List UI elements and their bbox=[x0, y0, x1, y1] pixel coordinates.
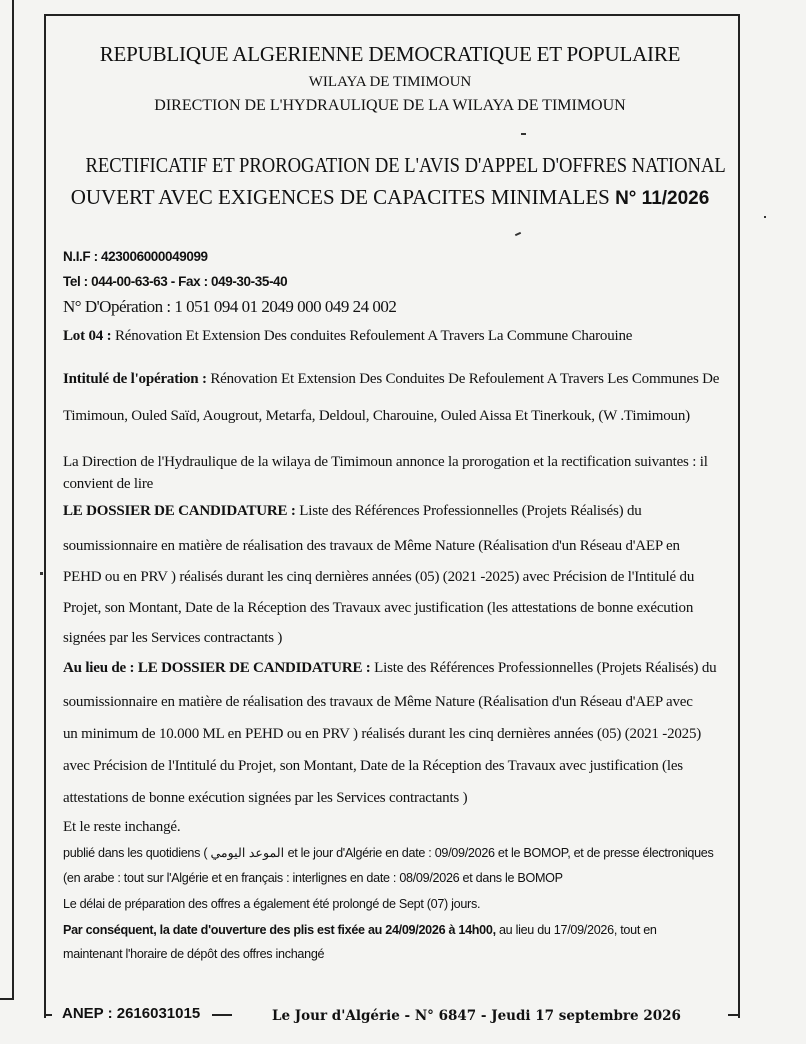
anep-reference: ANEP : 2616031015 bbox=[58, 1005, 204, 1022]
announce-line2: convient de lire bbox=[63, 476, 154, 492]
tel-fax-line: Tel : 044-00-63-63 - Fax : 049-30-35-40 bbox=[63, 274, 288, 289]
instead-line4: avec Précision de l'Intitulé du Projet, son Montant, Date de la Réception des Travaux avec justification (les bbox=[63, 758, 683, 774]
consequence-line1 bbox=[63, 921, 657, 939]
header-wilaya: WILAYA DE TIMIMOUN bbox=[308, 74, 472, 90]
instead-label: Au lieu de : LE DOSSIER DE CANDIDATURE : bbox=[63, 660, 371, 676]
journal-reference: Le Jour d'Algérie - N° 6847 - Jeudi 17 septembre 2026 bbox=[268, 1008, 685, 1024]
publication-line2: (en arabe : tout sur l'Algérie et en français : interlignes en date : 08/09/2026 et dans le BOMOP bbox=[63, 871, 563, 885]
operation-number: N° D'Opération : 1 051 094 01 2049 000 049 24 002 bbox=[63, 297, 397, 316]
header-direction: DIRECTION DE L'HYDRAULIQUE DE LA WILAYA DE TIMIMOUN bbox=[154, 97, 626, 114]
opening-date: Par conséquent, la date d'ouverture des plis est fixée au 24/09/2026 à 14h00, bbox=[63, 923, 496, 937]
read-line5: signées par les Services contractants ) bbox=[63, 630, 283, 646]
notice-title-line1: RECTIFICATIF ET PROROGATION DE L'AVIS D'APPEL D'OFFRES NATIONAL bbox=[85, 153, 726, 177]
read-line3: PEHD ou en PRV ) réalisés durant les cinq dernières années (05) (2021 -2025) avec Précision de l'Intitulé du bbox=[63, 569, 695, 585]
notice-title-line2 bbox=[44, 185, 736, 210]
intitule-label: Intitulé de l'opération : bbox=[63, 371, 207, 387]
instead-line3: un minimum de 10.000 ML en PEHD ou en PRV ) réalisés durant les cinq dernières années (05) (2021 -2025) bbox=[63, 726, 702, 742]
publication-line1: publié dans les quotidiens ( الموعد اليومي et le jour d'Algérie en date : 09/09/2026 et le BOMOP, et de presse électroniques bbox=[63, 846, 714, 860]
notice-title-text: OUVERT AVEC EXIGENCES DE CAPACITES MINIMALES bbox=[70, 185, 610, 209]
page-edge-tick bbox=[0, 998, 14, 1000]
instead-text1: Liste des Références Professionnelles (Projets Réalisés) du bbox=[374, 660, 717, 676]
scan-speck bbox=[521, 133, 526, 135]
announce-line1: La Direction de l'Hydraulique de la wilaya de Timimoun annonce la prorogation et la rectification suivantes : il bbox=[63, 454, 708, 470]
header-republic: REPUBLIQUE ALGERIENNE DEMOCRATIQUE ET POPULAIRE bbox=[99, 42, 681, 66]
frame-corner-right bbox=[728, 1014, 738, 1016]
intitule-line bbox=[63, 370, 719, 389]
lot-label: Lot 04 : bbox=[63, 328, 112, 344]
frame-corner-left bbox=[44, 1014, 52, 1016]
read-line1 bbox=[63, 502, 642, 521]
scan-speck bbox=[40, 572, 43, 575]
delay-line: Le délai de préparation des offres a également été prolongé de Sept (07) jours. bbox=[63, 897, 481, 911]
instead-line5: attestations de bonne exécution signées par les Services contractants ) bbox=[63, 790, 468, 806]
page-edge-line bbox=[12, 0, 14, 1000]
notice-number: N° 11/2026 bbox=[615, 188, 710, 209]
read-label: LE DOSSIER DE CANDIDATURE : bbox=[63, 503, 296, 519]
nif-line: N.I.F : 423006000049099 bbox=[63, 249, 208, 264]
instead-line1 bbox=[63, 659, 716, 678]
instead-line2: soumissionnaire en matière de réalisation des travaux de Même Nature (Réalisation d'un Réseau d'AEP avec bbox=[63, 694, 693, 710]
rest-unchanged: Et le reste inchangé. bbox=[63, 819, 181, 835]
lot-text: Rénovation Et Extension Des conduites Refoulement A Travers La Commune Charouine bbox=[114, 328, 633, 344]
read-text1: Liste des Références Professionnelles (Projets Réalisés) du bbox=[299, 503, 642, 519]
read-line2: soumissionnaire en matière de réalisation des travaux de Même Nature (Réalisation d'un Réseau d'AEP en bbox=[63, 538, 680, 554]
footer-dash bbox=[212, 1014, 232, 1016]
scan-speck bbox=[764, 216, 766, 218]
consequence-line2: maintenant l'horaire de dépôt des offres inchangé bbox=[63, 947, 325, 961]
intitule-line2: Timimoun, Ouled Saïd, Aougrout, Metarfa, Deldoul, Charouine, Ouled Aissa Et Tinerkouk, (W .Timimoun) bbox=[63, 408, 690, 424]
lot-line bbox=[63, 327, 632, 346]
read-line4: Projet, son Montant, Date de la Réception des Travaux avec justification (les attestations de bonne exécution bbox=[63, 600, 694, 616]
consequence-text: au lieu du 17/09/2026, tout en bbox=[495, 923, 657, 937]
intitule-text: Rénovation Et Extension Des Conduites De Refoulement A Travers Les Communes De bbox=[210, 371, 720, 387]
